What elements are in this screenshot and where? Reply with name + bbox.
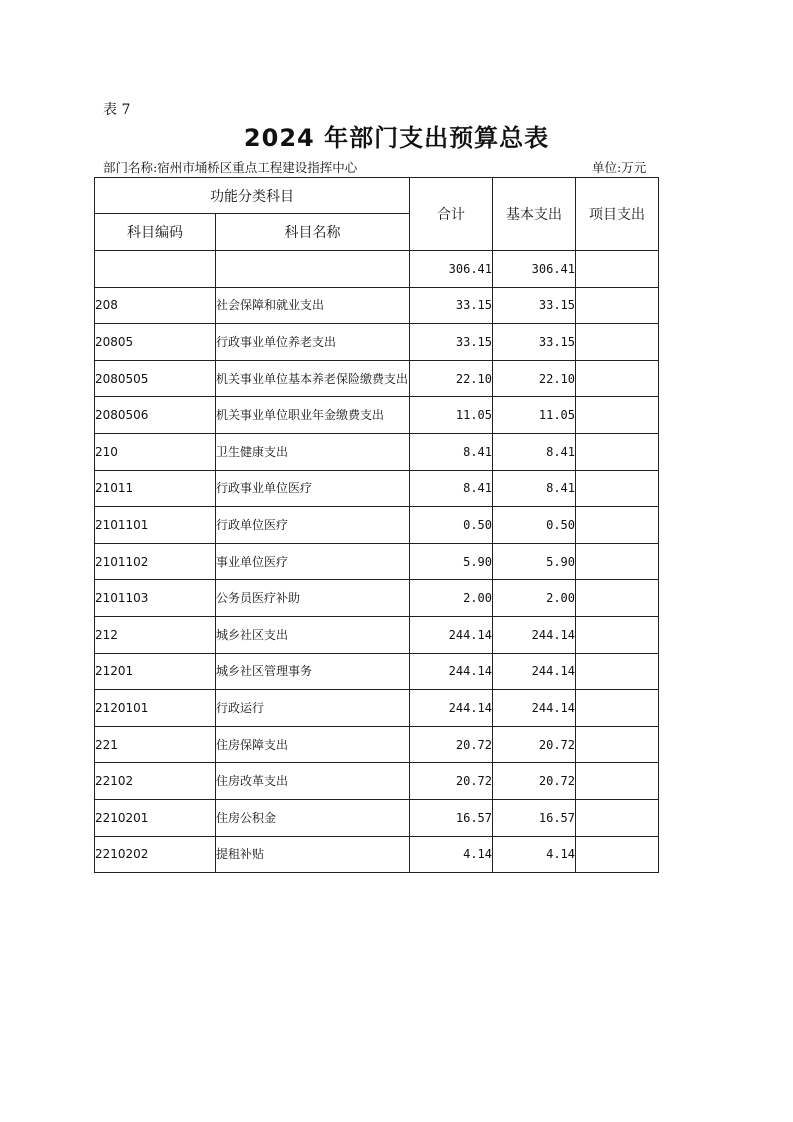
total-cell: 4.14 xyxy=(410,836,493,873)
basic-cell: 8.41 xyxy=(493,470,576,507)
basic-cell: 33.15 xyxy=(493,287,576,324)
project-cell xyxy=(576,616,659,653)
project-cell xyxy=(576,470,659,507)
total-cell: 20.72 xyxy=(410,763,493,800)
subject-name-cell: 行政事业单位养老支出 xyxy=(216,324,410,361)
header-total: 合计 xyxy=(410,178,493,251)
project-cell xyxy=(576,799,659,836)
basic-cell: 306.41 xyxy=(493,251,576,288)
table-row xyxy=(95,324,659,361)
table-row xyxy=(95,360,659,397)
basic-cell: 33.15 xyxy=(493,324,576,361)
basic-cell: 244.14 xyxy=(493,653,576,690)
table-number: 表 7 xyxy=(103,102,131,118)
department-label: 部门名称:宿州市埇桥区重点工程建设指挥中心 xyxy=(103,160,358,175)
project-cell xyxy=(576,251,659,288)
total-cell: 0.50 xyxy=(410,507,493,544)
subject-name-cell: 住房改革支出 xyxy=(216,763,410,800)
unit-label: 单位:万元 xyxy=(592,160,647,175)
total-cell: 33.15 xyxy=(410,324,493,361)
subject-name-cell: 城乡社区管理事务 xyxy=(216,653,410,690)
subject-name-cell: 事业单位医疗 xyxy=(216,543,410,580)
basic-cell: 11.05 xyxy=(493,397,576,434)
subject-code-cell: 21011 xyxy=(95,470,216,507)
project-cell xyxy=(576,726,659,763)
subject-code-cell: 2080506 xyxy=(95,397,216,434)
subject-name-cell: 城乡社区支出 xyxy=(216,616,410,653)
table-body xyxy=(95,251,659,873)
basic-cell: 244.14 xyxy=(493,690,576,727)
table-row xyxy=(95,616,659,653)
project-cell xyxy=(576,287,659,324)
subject-code-cell: 221 xyxy=(95,726,216,763)
header-function-category: 功能分类科目 xyxy=(95,178,410,214)
total-cell: 244.14 xyxy=(410,653,493,690)
project-cell xyxy=(576,653,659,690)
basic-cell: 244.14 xyxy=(493,616,576,653)
table-row xyxy=(95,433,659,470)
total-cell: 22.10 xyxy=(410,360,493,397)
page-title: 2024 年部门支出预算总表 xyxy=(243,124,550,152)
project-cell xyxy=(576,397,659,434)
total-cell: 5.90 xyxy=(410,543,493,580)
header-project-expenditure: 项目支出 xyxy=(576,178,659,251)
subject-name-cell: 住房保障支出 xyxy=(216,726,410,763)
basic-cell: 8.41 xyxy=(493,433,576,470)
subject-name-cell: 社会保障和就业支出 xyxy=(216,287,410,324)
project-cell xyxy=(576,433,659,470)
project-cell xyxy=(576,836,659,873)
subject-code-cell: 2101101 xyxy=(95,507,216,544)
project-cell xyxy=(576,324,659,361)
subject-name-cell: 行政事业单位医疗 xyxy=(216,470,410,507)
budget-table xyxy=(94,177,659,873)
project-cell xyxy=(576,360,659,397)
subject-name-cell: 行政运行 xyxy=(216,690,410,727)
total-cell: 33.15 xyxy=(410,287,493,324)
project-cell xyxy=(576,507,659,544)
basic-cell: 5.90 xyxy=(493,543,576,580)
table-row xyxy=(95,543,659,580)
subject-code-cell: 22102 xyxy=(95,763,216,800)
table-row xyxy=(95,470,659,507)
basic-cell: 16.57 xyxy=(493,799,576,836)
subject-name-cell: 机关事业单位基本养老保险缴费支出 xyxy=(216,360,410,397)
header-basic-expenditure: 基本支出 xyxy=(493,178,576,251)
subject-name-cell xyxy=(216,251,410,288)
total-cell: 20.72 xyxy=(410,726,493,763)
table-row xyxy=(95,507,659,544)
basic-cell: 2.00 xyxy=(493,580,576,617)
basic-cell: 0.50 xyxy=(493,507,576,544)
subject-name-cell: 公务员医疗补助 xyxy=(216,580,410,617)
total-cell: 306.41 xyxy=(410,251,493,288)
header-subject-name: 科目名称 xyxy=(216,214,410,251)
total-cell: 11.05 xyxy=(410,397,493,434)
total-cell: 244.14 xyxy=(410,690,493,727)
subject-code-cell: 212 xyxy=(95,616,216,653)
subject-code-cell: 210 xyxy=(95,433,216,470)
project-cell xyxy=(576,763,659,800)
project-cell xyxy=(576,543,659,580)
total-cell: 2.00 xyxy=(410,580,493,617)
basic-cell: 4.14 xyxy=(493,836,576,873)
subject-code-cell: 2101103 xyxy=(95,580,216,617)
total-cell: 8.41 xyxy=(410,433,493,470)
table-row xyxy=(95,690,659,727)
total-cell: 8.41 xyxy=(410,470,493,507)
subject-code-cell: 2101102 xyxy=(95,543,216,580)
table-row xyxy=(95,251,659,288)
subject-name-cell: 行政单位医疗 xyxy=(216,507,410,544)
total-cell: 244.14 xyxy=(410,616,493,653)
subject-name-cell: 卫生健康支出 xyxy=(216,433,410,470)
basic-cell: 22.10 xyxy=(493,360,576,397)
table-row xyxy=(95,653,659,690)
table-row xyxy=(95,287,659,324)
table-row xyxy=(95,397,659,434)
subject-code-cell: 2210202 xyxy=(95,836,216,873)
subject-code-cell: 208 xyxy=(95,287,216,324)
subject-code-cell: 20805 xyxy=(95,324,216,361)
subject-name-cell: 机关事业单位职业年金缴费支出 xyxy=(216,397,410,434)
subject-code-cell: 2080505 xyxy=(95,360,216,397)
table-row xyxy=(95,836,659,873)
basic-cell: 20.72 xyxy=(493,726,576,763)
subject-name-cell: 提租补贴 xyxy=(216,836,410,873)
project-cell xyxy=(576,580,659,617)
header-subject-code: 科目编码 xyxy=(95,214,216,251)
table-row xyxy=(95,580,659,617)
subject-name-cell: 住房公积金 xyxy=(216,799,410,836)
basic-cell: 20.72 xyxy=(493,763,576,800)
subject-code-cell xyxy=(95,251,216,288)
table-row xyxy=(95,763,659,800)
project-cell xyxy=(576,690,659,727)
subject-code-cell: 2210201 xyxy=(95,799,216,836)
subject-code-cell: 2120101 xyxy=(95,690,216,727)
table-row xyxy=(95,799,659,836)
total-cell: 16.57 xyxy=(410,799,493,836)
subject-code-cell: 21201 xyxy=(95,653,216,690)
table-row xyxy=(95,726,659,763)
